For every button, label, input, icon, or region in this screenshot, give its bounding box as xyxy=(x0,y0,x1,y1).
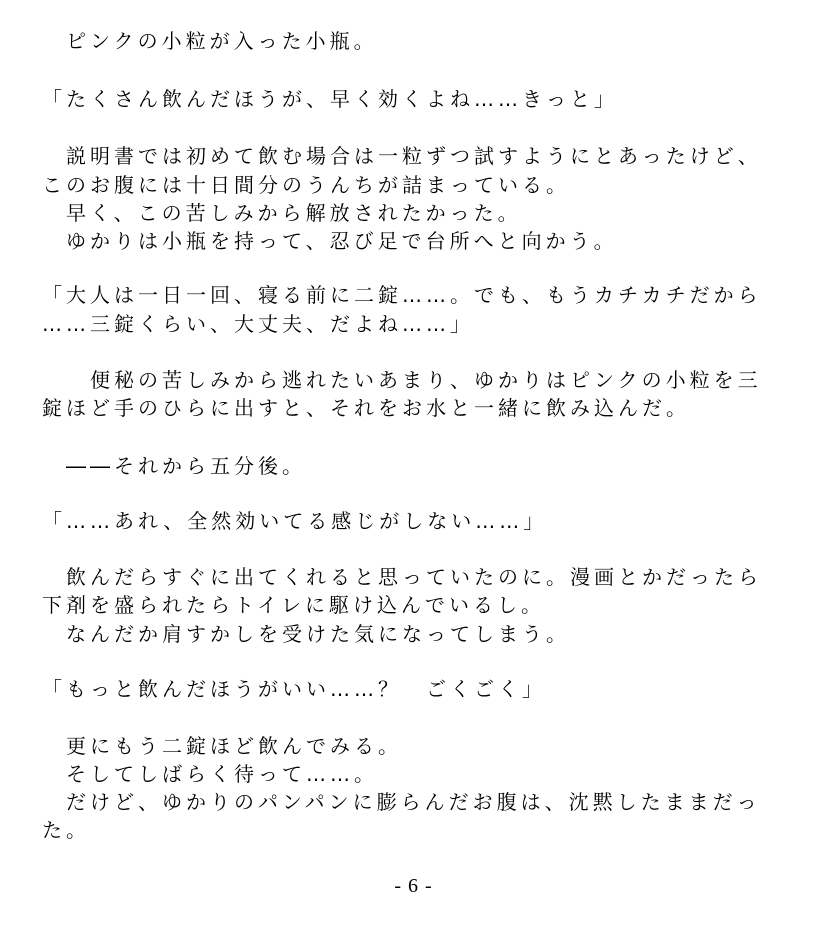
text-line: 説明書では初めて飲む場合は一粒ずつ試すようにとあったけど、 xyxy=(42,144,762,168)
text-line: ピンクの小粒が入った小瓶。 xyxy=(42,29,378,53)
text-line: 「もっと飲んだほうがいい……？ ごくごく」 xyxy=(42,677,546,701)
text-line: 錠ほど手のひらに出すと、それをお水と一緒に飲み込んだ。 xyxy=(42,396,690,420)
text-line: 更にもう二錠ほど飲んでみる。 xyxy=(42,734,402,758)
text-line: なんだか肩すかしを受けた気になってしまう。 xyxy=(42,622,570,646)
text-line: た。 xyxy=(42,818,90,842)
text-line: 早く、この苦しみから解放されたかった。 xyxy=(42,201,522,225)
page-number: - 6 - xyxy=(394,875,433,897)
text-line: だけど、ゆかりのパンパンに膨らんだお腹は、沈黙したままだっ xyxy=(42,790,761,814)
text-line: 「……あれ、全然効いてる感じがしない……」 xyxy=(42,509,548,533)
text-line: 「たくさん飲んだほうが、早く効くよね……きっと」 xyxy=(42,87,618,111)
text-line: そしてしばらく待って……。 xyxy=(42,762,378,786)
text-line: ……三錠くらい、大丈夫、だよね……」 xyxy=(42,312,474,336)
text-line: 飲んだらすぐに出てくれると思っていたのに。漫画とかだったら xyxy=(42,565,762,589)
text-line: 便秘の苦しみから逃れたいあまり、ゆかりはピンクの小粒を三 xyxy=(42,368,762,392)
text-line: ――それから五分後。 xyxy=(42,454,306,478)
text-line: 下剤を盛られたらトイレに駆け込んでいるし。 xyxy=(42,593,545,617)
text-line: 「大人は一日一回、寝る前に二錠……。でも、もうカチカチだから xyxy=(42,283,762,307)
text-line: ゆかりは小瓶を持って、忍び足で台所へと向かう。 xyxy=(42,229,618,253)
text-line: このお腹には十日間分のうんちが詰まっている。 xyxy=(42,173,570,197)
